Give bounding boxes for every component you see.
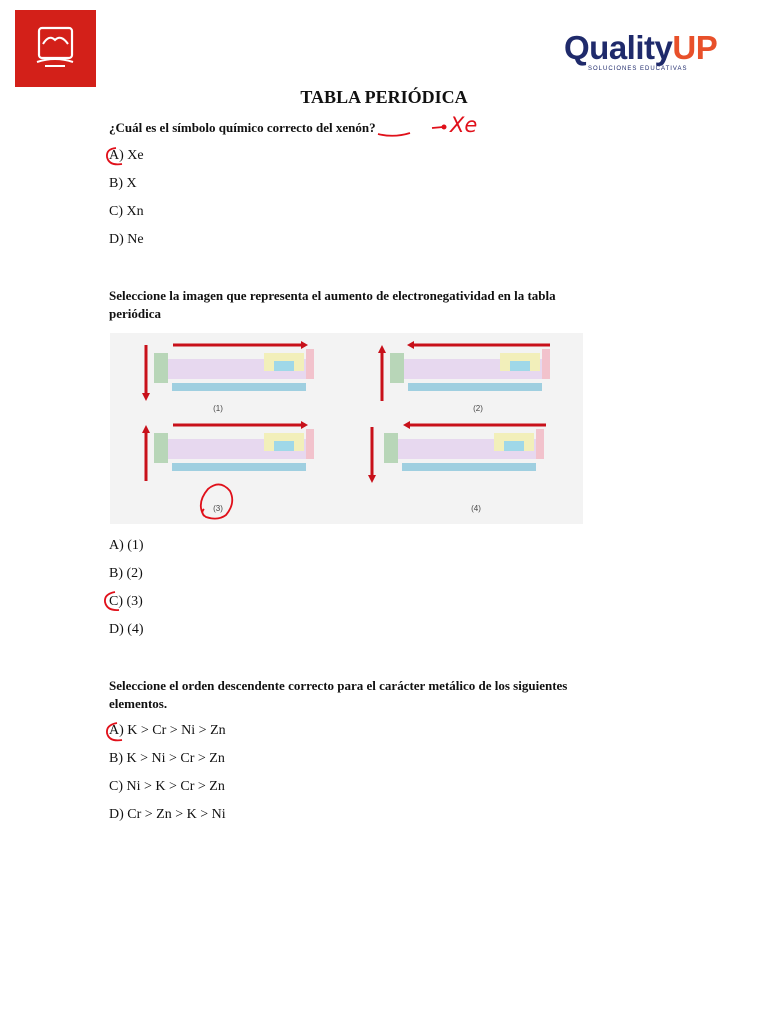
answer-mark-q2 xyxy=(100,590,126,614)
question-3: Seleccione el orden descendente correcto para el carácter metálico de los siguientes elementos. xyxy=(109,678,568,711)
q1-option-d: D) Ne xyxy=(109,232,144,247)
answer-mark-figure-3 xyxy=(201,484,232,518)
electronegativity-figure xyxy=(110,333,583,524)
answer-mark-q3 xyxy=(103,721,129,745)
figure-label-1: (1) xyxy=(213,404,223,413)
periodic-table-panel-1 xyxy=(142,341,314,401)
q3-option-b: B) K > Ni > Cr > Zn xyxy=(109,751,225,766)
q2-option-b: B) (2) xyxy=(109,566,143,581)
q2-option-d: D) (4) xyxy=(109,622,144,637)
figure-label-3: (3) xyxy=(213,504,223,513)
periodic-table-panel-4 xyxy=(368,421,546,483)
q3-option-d: D) Cr > Zn > K > Ni xyxy=(109,807,226,822)
periodic-table-panel-3 xyxy=(142,421,314,481)
question-2: Seleccione la imagen que representa el aumento de electronegatividad en la tabla periódica xyxy=(109,288,556,321)
brand-name: QualityUP xyxy=(564,29,718,66)
handwritten-annotation xyxy=(376,112,486,142)
q2-option-a: A) (1) xyxy=(109,538,144,553)
handwritten-answer: Xe xyxy=(450,113,478,137)
figure-label-2: (2) xyxy=(473,404,483,413)
school-logo xyxy=(15,10,96,87)
q2-option-c: C) (3) xyxy=(109,594,143,609)
answer-mark-q1 xyxy=(102,146,128,168)
q3-option-a: A) K > Cr > Ni > Zn xyxy=(109,723,226,738)
q1-option-b: B) X xyxy=(109,176,137,191)
question-1: ¿Cuál es el símbolo químico correcto del xenón? xyxy=(109,120,376,135)
q1-option-c: C) Xn xyxy=(109,204,144,219)
school-shield-icon xyxy=(15,10,96,87)
keyword-xenon: xenón xyxy=(335,120,370,135)
brand-logo xyxy=(564,30,754,82)
periodic-table-panel-2 xyxy=(378,341,550,401)
q3-option-c: C) Ni > K > Cr > Zn xyxy=(109,779,225,794)
brand-tagline: SOLUCIONES EDUCATIVAS xyxy=(588,66,688,72)
q1-option-a: A) Xe xyxy=(109,148,144,163)
figure-label-4: (4) xyxy=(471,504,481,513)
page-title: TABLA PERIÓDICA xyxy=(300,87,468,107)
